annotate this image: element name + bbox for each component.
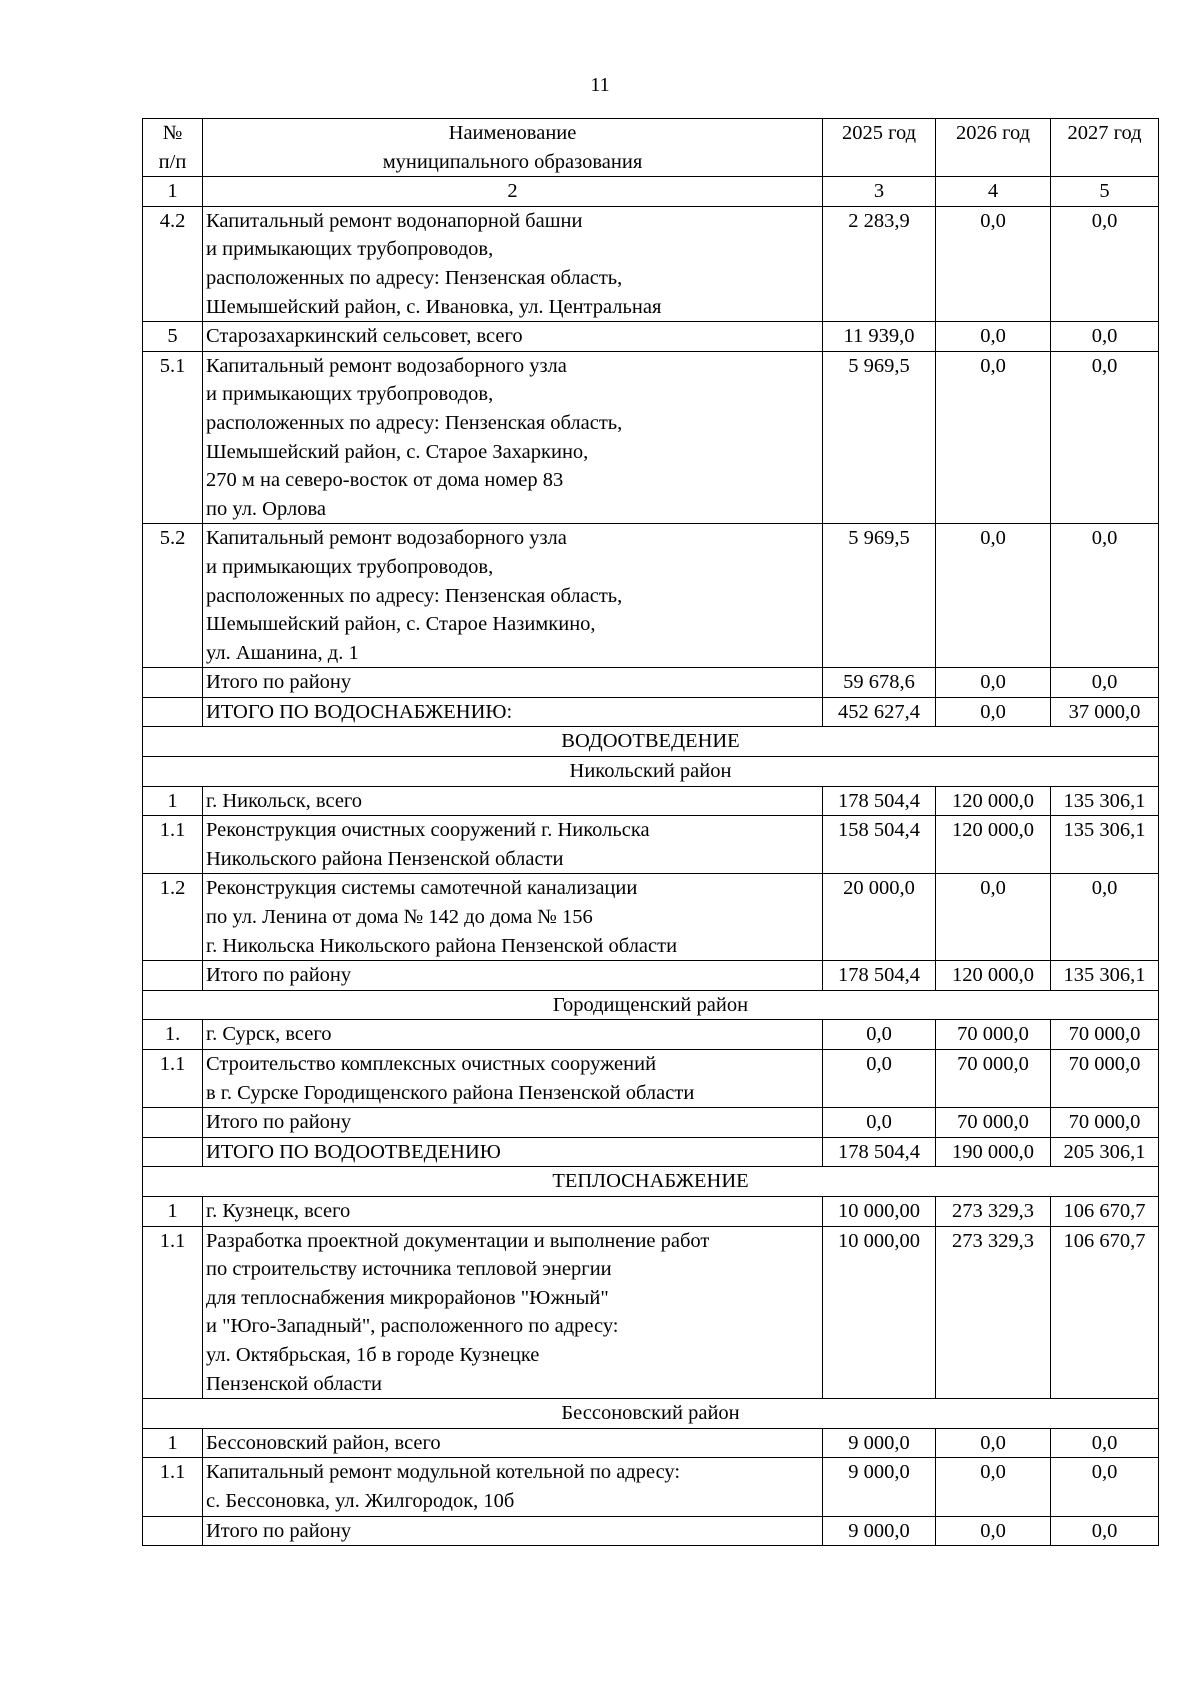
table-body xyxy=(143,119,1159,1546)
row-name xyxy=(203,668,823,698)
value-2027: 0,0 xyxy=(1051,1428,1159,1458)
row-name-line: Капитальный ремонт модульной котельной по адресу: xyxy=(206,1461,681,1484)
row-name-line: Итого по району xyxy=(206,1111,352,1134)
value-2027: 0,0 xyxy=(1051,874,1159,961)
table-row xyxy=(143,816,1159,874)
header-number xyxy=(143,119,203,177)
section-row xyxy=(143,990,1159,1020)
section-row xyxy=(143,1167,1159,1197)
row-name-line: ИТОГО ПО ВОДООТВЕДЕНИЮ xyxy=(206,1140,501,1163)
row-name-line: 270 м на северо-восток от дома номер 83 xyxy=(206,469,564,492)
row-name xyxy=(203,1020,823,1050)
row-name xyxy=(203,874,823,961)
row-name-line: по ул. Орлова xyxy=(206,497,326,520)
row-number: 1. xyxy=(143,1020,203,1050)
value-2025: 178 504,4 xyxy=(823,786,936,816)
value-2027: 37 000,0 xyxy=(1051,697,1159,727)
row-name-line: ул. Ашанина, д. 1 xyxy=(206,641,359,664)
row-name-line: Строительство комплексных очистных сооружений xyxy=(206,1053,657,1075)
value-2026: 273 329,3 xyxy=(936,1226,1051,1399)
row-name-line: г. Сурск, всего xyxy=(206,1023,332,1046)
row-name xyxy=(203,961,823,991)
row-name xyxy=(203,351,823,524)
value-2027: 0,0 xyxy=(1051,1516,1159,1546)
column-number: 4 xyxy=(936,177,1051,207)
table-row xyxy=(143,874,1159,961)
header-name-line-1: Наименование xyxy=(448,122,577,144)
value-2026: 0,0 xyxy=(936,874,1051,961)
value-2027: 0,0 xyxy=(1051,1458,1159,1516)
column-number: 3 xyxy=(823,177,936,207)
value-2025: 5 969,5 xyxy=(823,351,936,524)
header-2027: 2027 год xyxy=(1051,119,1159,177)
header-name-line-2: муниципального образования xyxy=(382,150,643,173)
table-row xyxy=(143,1050,1159,1108)
table-row xyxy=(143,206,1159,321)
header-name xyxy=(203,119,823,177)
value-2027: 70 000,0 xyxy=(1051,1108,1159,1138)
table-row xyxy=(143,1516,1159,1546)
row-number: 1.2 xyxy=(143,874,203,961)
value-2025: 2 283,9 xyxy=(823,206,936,321)
row-name xyxy=(203,816,823,874)
row-number: 5.2 xyxy=(143,524,203,668)
value-2026: 120 000,0 xyxy=(936,961,1051,991)
header-2026: 2026 год xyxy=(936,119,1051,177)
value-2026: 70 000,0 xyxy=(936,1020,1051,1050)
row-number xyxy=(143,697,203,727)
row-number: 1 xyxy=(143,1196,203,1226)
value-2025: 178 504,4 xyxy=(823,1137,936,1167)
row-number: 1.1 xyxy=(143,1458,203,1516)
value-2025: 9 000,0 xyxy=(823,1516,936,1546)
table-header-row xyxy=(143,119,1159,177)
value-2026: 0,0 xyxy=(936,322,1051,352)
value-2026: 0,0 xyxy=(936,1516,1051,1546)
value-2026: 273 329,3 xyxy=(936,1196,1051,1226)
row-name-line: расположенных по адресу: Пензенская область, xyxy=(206,266,623,289)
section-row xyxy=(143,1399,1159,1429)
section-title: Городищенский район xyxy=(143,990,1159,1020)
row-name-line: г. Никольска Никольского района Пензенской области xyxy=(206,934,678,957)
row-name xyxy=(203,1137,823,1167)
value-2027: 135 306,1 xyxy=(1051,961,1159,991)
table-row xyxy=(143,1196,1159,1226)
value-2025: 9 000,0 xyxy=(823,1458,936,1516)
table-row xyxy=(143,1137,1159,1167)
value-2026: 0,0 xyxy=(936,668,1051,698)
value-2025: 9 000,0 xyxy=(823,1428,936,1458)
row-number xyxy=(143,1108,203,1138)
row-number: 1.1 xyxy=(143,816,203,874)
row-number xyxy=(143,1137,203,1167)
row-name-line: ИТОГО ПО ВОДОСНАБЖЕНИЮ: xyxy=(206,700,513,723)
header-2025: 2025 год xyxy=(823,119,936,177)
header-number-abbr: п/п xyxy=(158,150,187,173)
row-name xyxy=(203,1516,823,1546)
row-number xyxy=(143,961,203,991)
value-2027: 135 306,1 xyxy=(1051,786,1159,816)
section-row xyxy=(143,757,1159,787)
row-name xyxy=(203,1458,823,1516)
value-2026: 0,0 xyxy=(936,697,1051,727)
row-name xyxy=(203,786,823,816)
row-number: 1 xyxy=(143,1428,203,1458)
row-name-line: для теплоснабжения микрорайонов "Южный" xyxy=(206,1286,609,1309)
row-name-line: Пензенской области xyxy=(206,1372,382,1395)
row-name-line: Шемышейский район, с. Старое Назимкино, xyxy=(206,613,596,636)
row-name xyxy=(203,1428,823,1458)
value-2026: 190 000,0 xyxy=(936,1137,1051,1167)
page-number: 11 xyxy=(590,74,610,96)
row-name xyxy=(203,1050,823,1108)
value-2025: 5 969,5 xyxy=(823,524,936,668)
column-number: 1 xyxy=(143,177,203,207)
value-2026: 120 000,0 xyxy=(936,816,1051,874)
value-2025: 10 000,00 xyxy=(823,1226,936,1399)
row-name-line: Итого по району xyxy=(206,671,352,694)
table-row xyxy=(143,961,1159,991)
row-name-line: Итого по району xyxy=(206,964,352,987)
table-row xyxy=(143,1458,1159,1516)
table-row xyxy=(143,786,1159,816)
value-2026: 0,0 xyxy=(936,1428,1051,1458)
value-2026: 0,0 xyxy=(936,206,1051,321)
row-name-line: Капитальный ремонт водонапорной башни xyxy=(206,209,583,232)
row-name-line: расположенных по адресу: Пензенская область, xyxy=(206,584,623,607)
value-2025: 0,0 xyxy=(823,1050,936,1108)
value-2026: 70 000,0 xyxy=(936,1108,1051,1138)
row-number: 5 xyxy=(143,322,203,352)
value-2027: 0,0 xyxy=(1051,351,1159,524)
row-name-line: и "Юго-Западный", расположенного по адресу: xyxy=(206,1315,619,1338)
row-name-line: расположенных по адресу: Пензенская область, xyxy=(206,411,623,434)
row-name-line: Шемышейский район, с. Старое Захаркино, xyxy=(206,440,589,463)
table-row xyxy=(143,1226,1159,1399)
value-2026: 120 000,0 xyxy=(936,786,1051,816)
row-name xyxy=(203,322,823,352)
row-name-line: г. Кузнецк, всего xyxy=(206,1199,351,1222)
row-name-line: Шемышейский район, с. Ивановка, ул. Центральная xyxy=(206,295,662,318)
row-number: 1.1 xyxy=(143,1050,203,1108)
value-2026: 0,0 xyxy=(936,524,1051,668)
row-number xyxy=(143,1516,203,1546)
row-name-line: г. Никольск, всего xyxy=(206,789,363,812)
value-2025: 0,0 xyxy=(823,1108,936,1138)
value-2027: 106 670,7 xyxy=(1051,1226,1159,1399)
value-2027: 0,0 xyxy=(1051,206,1159,321)
value-2027: 106 670,7 xyxy=(1051,1196,1159,1226)
column-number-row xyxy=(143,177,1159,207)
row-name-line: Итого по району xyxy=(206,1519,352,1542)
value-2025: 0,0 xyxy=(823,1020,936,1050)
table-row xyxy=(143,668,1159,698)
table-row xyxy=(143,1108,1159,1138)
table-row xyxy=(143,524,1159,668)
value-2025: 452 627,4 xyxy=(823,697,936,727)
header-number-symbol: № xyxy=(162,122,183,144)
row-name-line: по ул. Ленина от дома № 142 до дома № 156 xyxy=(206,906,593,929)
row-number: 4.2 xyxy=(143,206,203,321)
row-number: 5.1 xyxy=(143,351,203,524)
value-2025: 178 504,4 xyxy=(823,961,936,991)
row-name-line: Старозахаркинский сельсовет, всего xyxy=(206,325,523,348)
row-name-line: Капитальный ремонт водозаборного узла xyxy=(206,354,567,377)
row-name-line: Реконструкция очистных сооружений г. Никольска xyxy=(206,819,650,842)
section-title: ТЕПЛОСНАБЖЕНИЕ xyxy=(143,1167,1159,1197)
row-name-line: Капитальный ремонт водозаборного узла xyxy=(206,527,567,550)
row-name xyxy=(203,206,823,321)
row-name-line: Бессоновский район, всего xyxy=(206,1431,441,1454)
table-row xyxy=(143,1020,1159,1050)
column-number: 5 xyxy=(1051,177,1159,207)
value-2026: 70 000,0 xyxy=(936,1050,1051,1108)
value-2026: 0,0 xyxy=(936,1458,1051,1516)
value-2025: 10 000,00 xyxy=(823,1196,936,1226)
column-number: 2 xyxy=(203,177,823,207)
value-2025: 20 000,0 xyxy=(823,874,936,961)
value-2026: 0,0 xyxy=(936,351,1051,524)
table-row xyxy=(143,351,1159,524)
table-row xyxy=(143,697,1159,727)
section-title: Бессоновский район xyxy=(143,1399,1159,1429)
row-number: 1.1 xyxy=(143,1226,203,1399)
value-2027: 70 000,0 xyxy=(1051,1050,1159,1108)
row-name xyxy=(203,1196,823,1226)
row-name-line: с. Бессоновка, ул. Жилгородок, 10б xyxy=(206,1489,515,1512)
section-row xyxy=(143,727,1159,757)
value-2025: 11 939,0 xyxy=(823,322,936,352)
section-title: ВОДООТВЕДЕНИЕ xyxy=(143,727,1159,757)
table-row xyxy=(143,322,1159,352)
row-name-line: Реконструкция системы самотечной канализации xyxy=(206,877,638,900)
value-2027: 0,0 xyxy=(1051,322,1159,352)
row-name-line: ул. Октябрьская, 1б в городе Кузнецке xyxy=(206,1343,540,1366)
value-2027: 135 306,1 xyxy=(1051,816,1159,874)
value-2025: 158 504,4 xyxy=(823,816,936,874)
value-2027: 70 000,0 xyxy=(1051,1020,1159,1050)
value-2027: 0,0 xyxy=(1051,524,1159,668)
section-title: Никольский район xyxy=(143,757,1159,787)
row-name-line: Разработка проектной документации и выполнение работ xyxy=(206,1229,710,1252)
value-2025: 59 678,6 xyxy=(823,668,936,698)
row-name xyxy=(203,1108,823,1138)
row-name-line: по строительству источника тепловой энергии xyxy=(206,1258,612,1281)
row-name xyxy=(203,1226,823,1399)
value-2027: 0,0 xyxy=(1051,668,1159,698)
investment-table xyxy=(142,118,1159,1546)
row-name-line: и примыкающих трубопроводов, xyxy=(206,383,494,406)
row-name-line: в г. Сурске Городищенского района Пензенской области xyxy=(206,1081,695,1104)
row-name-line: Никольского района Пензенской области xyxy=(206,847,564,870)
row-name-line: и примыкающих трубопроводов, xyxy=(206,238,494,261)
row-number xyxy=(143,668,203,698)
table-row xyxy=(143,1428,1159,1458)
row-name xyxy=(203,697,823,727)
row-number: 1 xyxy=(143,786,203,816)
row-name-line: и примыкающих трубопроводов, xyxy=(206,555,494,578)
value-2027: 205 306,1 xyxy=(1051,1137,1159,1167)
row-name xyxy=(203,524,823,668)
